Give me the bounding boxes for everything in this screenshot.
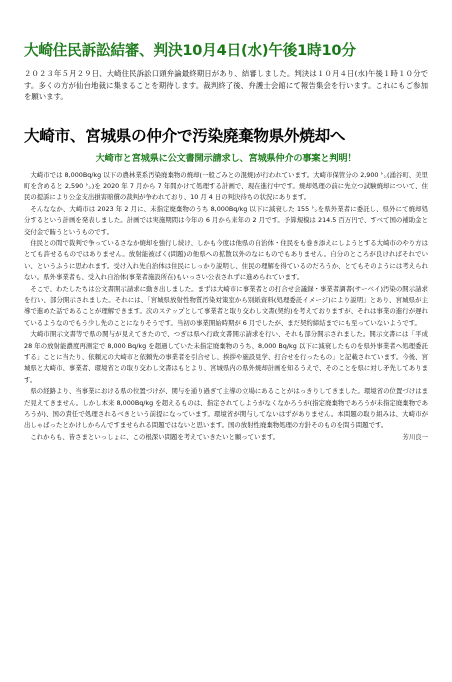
- newsletter-page: [0, 42, 452, 682]
- author-name: 芳川良一: [402, 432, 428, 441]
- closing-text: これからも、皆さまといっしょに、この根深い問題を考えていきたいと願っています。: [30, 432, 280, 441]
- body-paragraph: 住民との間で裁判で争っているさなか焼却を強行し続け、しかも今度は他県の自治体・住民をも巻き添えにしようとする大崎市のやり方はとても許せるものではありません。放射能被ばく(問題)の他県への拡散以外のなにものでもありません。自分のところが良ければそれでいい、というふうに思われます。受け入れ先自治体は住民にしっかり説明し、住民の理解を得ているのだろうか、とてもそのようには考えられない。県外事業者も、受入れ自治体(事業者施設所在)もいっさい公表されずに進められています。: [24, 238, 428, 282]
- body-paragraph: そこで、わたしたちは公文書開示請求に動き出しました。まずは大崎市に事業者との打合せ会議録・事業者調書(サーベイ)汚染の開示請求を行い、部分開示されました。それには、「宮城県放射性物質汚染対策室から別紙資料(処理委託イメージ)により説明」とあり、宮城県が主導で進めた話であることが理解できます。次のステップとして事業者と取り交わし文書(契約)を考えておりますが、それは事業の進行が遅れているようなのでもう少し先のことになりそうです。当初の事業開始時期が 6 月でしたが、まだ契約締結までにも至っていないようです。: [24, 284, 428, 327]
- trial-headline: 大崎住民訴訟結審、判決10月4日(水)午後1時10分: [24, 42, 356, 59]
- body-paragraph: 大崎市では 8,000Bq/kg 以下の農林業系汚染廃棄物の焼却(一般ごみとの混焼)が行われています。大崎市保管分の 2,900 ㌧(涌谷町、美里町を含めると 2,590 ㌧)を 2020 年 7 月から 7 年間かけて処理する計画で、現在進行中です。焼却処理の前に先立つ試験焼却について、住民の提訴により公金支出損害賠償の裁判が争われており、10 月 4 日の判決待ちの状況にあります。: [24, 170, 428, 202]
- article-subtitle: 大崎市と宮城県に公文書開示請求し、宮城県仲介の事案と判明！: [95, 152, 357, 164]
- article-title: 大崎市、宮城県の仲介で汚染廃棄物県外焼却へ: [24, 126, 346, 145]
- trial-intro: [24, 68, 428, 103]
- article-body: [24, 170, 428, 444]
- body-paragraph: そんななか、大崎市は 2023 年 2 月に、未指定廃棄物のうち 8,000Bq/kg 以下に減衰した 155 ㌧を県外業者に委託し、県外にて焼却処分するという計画を発表しました。計画では実施期間は今年の 6 月から来年の 2 月です。予算規模は 214.5 百万円で、すべて国の補助金と交付金で賄うというものです。: [24, 204, 428, 236]
- closing-paragraph: [24, 432, 428, 443]
- body-paragraph: 県の経路より、当事業における県の位置づけが、関与を通り過ぎて主導の立場にあることがはっきりしてきました。環境省の位置づけはまだ見えてきません。しかし本来 8,000Bq/kg を超えるものは、指定されてしようがなくなかろうが(指定廃棄物であろうが未指定廃棄物であろうが)、国の責任で処理されるべきという前提になっています。環境省が関与してないはずがありません。本問題の取り組みは、大崎市が出しゃばったとかけしからんですませられる問題ではないと思います。国の放射性廃棄物処理の方針そのものを問う問題です。: [24, 387, 428, 430]
- intro-paragraph: ２０２３年５月２９日、大崎住民訴訟口頭弁論最終期日があり、結審しました。判決は１０月４日(水)午後１時１０分です。多くの方が仙台地裁に集まることを期待します。裁判終了後、弁護士会館にて報告集会を行います。これにもご参加を願います。: [24, 69, 428, 101]
- body-paragraph: 大崎市開示文書等で県の関与が見えてきたので、つぎは県へ行政文書開示請求を行い、それも部分開示されました。開示文書には「平成 28 年の放射能濃度再測定で 8,000 Bq/kg を超過していた未指定廃棄物のうち、8,000 Bq/kg 以下に減衰したものを県外事業者へ処理委託する」ことに当たり、依頼元の大崎市と依頼先の事業者を引合せし、挨拶や施設見学、打合せを行ったもの」と記載されています。今後、宮城県と大崎市、事業者、環境省との取り交わし文書はもとより、宮城県内の県外焼却計画を知るうえで、そのことを県に対し矛先してあります。: [24, 330, 428, 384]
